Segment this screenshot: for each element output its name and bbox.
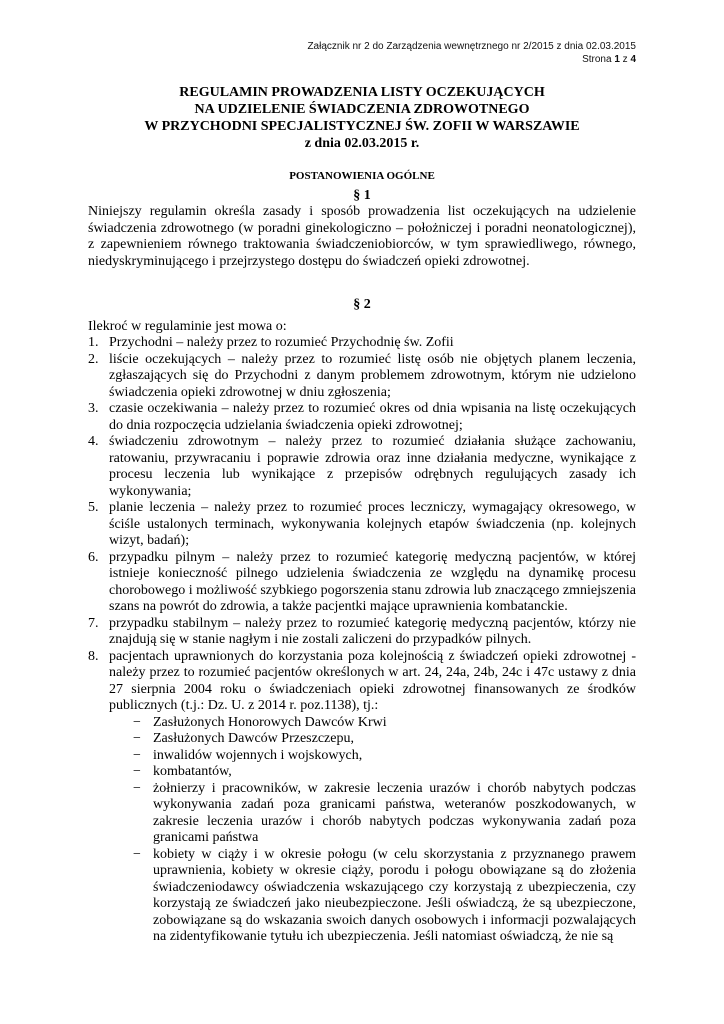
page-current: 1	[614, 54, 620, 65]
sub-list-item-text: żołnierzy i pracowników, w zakresie leczenia urazów i chorób nabytych podczas wykonywania zadań poza granicami państwa, weteranów poszkodowanych, w zakresie leczenia urazów i chorób nabytych podczas wykonywania zadań poza granicami państwa	[153, 780, 636, 845]
page-total: 4	[630, 54, 636, 65]
document-title	[88, 84, 636, 152]
dash-bullet: −	[133, 846, 141, 862]
sub-list-item	[133, 731, 636, 748]
title-line-2: NA UDZIELENIE ŚWIADCZENIA ZDROWOTNEGO	[194, 102, 530, 117]
list-item-number: 7.	[88, 615, 99, 631]
list-item-number: 3.	[88, 401, 99, 416]
paragraph-1-symbol: § 1	[353, 187, 371, 203]
page-of: z	[622, 54, 628, 65]
dash-bullet: −	[133, 731, 141, 746]
list-item	[88, 550, 636, 616]
sub-list-item-text: kobiety w ciąży i w okresie połogu (w celu skorzystania z przyznanego prawem uprawnienia, kobiety w okresie ciąży, porodu i połogu obowiązane są do złożenia świadczeniodawcy oświadczenia wskazującego czy korzystają z ubezpieczenia, czy korzystają ze świadczeń jako nieubezpieczone. Jeśli oświadczą, że są ubezpieczone, zobowiązane są do wskazania swoich danych osobowych i informacji pozwalających na zidentyfikowanie tytułu ich ubezpieczenia. Jeśli natomiast oświadczą, że nie są	[153, 846, 636, 944]
list-item-number: 2.	[88, 351, 99, 367]
list-item-text: przypadku pilnym – należy przez to rozumieć kategorię medyczną pacjentów, w której istnieje konieczność pilnego udzielenia świadczenia ze względu na dynamikę procesu chorobowego i możliwość szybkiego pogorszenia stanu zdrowia lub znaczącego zmniejszenia szans na powrót do zdrowia, a także pacjentki mające uprawnienia kombatanckie.	[109, 549, 636, 614]
dash-bullet: −	[133, 780, 141, 796]
sub-list-item	[133, 748, 636, 765]
page-word: Strona	[582, 54, 612, 65]
attachment-note: Załącznik nr 2 do Zarządzenia wewnętrznego nr 2/2015 z dnia 02.03.2015	[307, 41, 636, 52]
list-item-text: planie leczenia – należy przez to rozumieć proces leczniczy, wymagający okresowego, w ściśle ustalonych terminach, wykonywania kolejnych etapów świadczenia (np. kolejnych wizyt, badań);	[109, 500, 636, 548]
list-item	[88, 434, 636, 500]
list-item-number: 4.	[88, 434, 99, 449]
title-date: z dnia 02.03.2015 r.	[304, 136, 420, 151]
general-provisions	[88, 168, 636, 270]
sub-list-item-text: Zasłużonych Honorowych Dawców Krwi	[153, 714, 387, 730]
list-item	[88, 616, 636, 649]
list-item	[88, 352, 636, 402]
list-item	[88, 401, 636, 434]
entitled-patients-list	[109, 715, 636, 946]
sub-list-item-text: inwalidów wojennych i wojskowych,	[153, 747, 363, 763]
paragraph-1-text: Niniejszy regulamin określa zasady i sposób prowadzenia list oczekujących na udzielenie świadczenia zdrowotnego (w poradni ginekologiczno – położniczej i poradni neonatologicznej), z zapewnieniem równego traktowania świadczeniobiorców, w tym sprawiedliwego, równego, niedyskryminującego i przejrzystego dostępu do świadczeń opieki zdrowotnej.	[88, 204, 636, 269]
list-item-text: liście oczekujących – należy przez to rozumieć listę osób nie objętych planem leczenia, zgłaszających się do Przychodni z danym problemem zdrowotnym, którym nie udzielono świadczenia opieki zdrowotnej w dniu zgłoszenia;	[109, 351, 636, 400]
definitions-section	[88, 297, 636, 946]
list-item	[88, 649, 636, 946]
list-item-text: czasie oczekiwania – należy przez to rozumieć okres od dnia wpisania na listę oczekujących do dnia rozpoczęcia udzielania świadczenia opieki zdrowotnej;	[109, 401, 636, 433]
title-line-3: W PRZYCHODNI SPECJALISTYCZNEJ ŚW. ZOFII W WARSZAWIE	[144, 119, 580, 134]
list-item-text: pacjentach uprawnionych do korzystania poza kolejnością z świadczeń opieki zdrowotnej - należy przez to rozumieć pacjentów określonych w art. 24, 24a, 24b, 24c i 47c ustawy z dnia 27 sierpnia 2004 roku o świadczeniach opieki zdrowotnej finansowanych ze środków publicznych (t.j.: Dz. U. z 2014 r. poz.1138), tj.:	[109, 648, 636, 713]
sub-list-item	[133, 715, 636, 732]
dash-bullet: −	[133, 747, 141, 763]
list-item-text: świadczeniu zdrowotnym – należy przez to rozumieć działania służące zachowaniu, ratowaniu, przywracaniu i poprawie zdrowia oraz inne działania medyczne, wynikające z procesu leczenia lub wynikające z przepisów odrębnych regulujących zasady ich wykonywania;	[109, 434, 636, 499]
list-item-number: 6.	[88, 549, 99, 565]
general-provisions-heading: POSTANOWIENIA OGÓLNE	[289, 170, 435, 182]
sub-list-item	[133, 764, 636, 781]
dash-bullet: −	[133, 714, 141, 730]
list-item-number: 5.	[88, 500, 99, 515]
list-item-text: Przychodni – należy przez to rozumieć Przychodnię św. Zofii	[109, 335, 454, 350]
sub-list-item-text: kombatantów,	[153, 764, 232, 779]
dash-bullet: −	[133, 764, 141, 779]
list-item-number: 8.	[88, 648, 99, 664]
page-indicator	[307, 53, 636, 66]
definitions-list	[88, 335, 636, 946]
sub-list-item	[133, 781, 636, 847]
sub-list-item	[133, 847, 636, 946]
definitions-intro: Ilekroć w regulaminie jest mowa o:	[88, 318, 287, 334]
paragraph-2-symbol: § 2	[353, 297, 371, 312]
title-line-1: REGULAMIN PROWADZENIA LISTY OCZEKUJĄCYCH	[179, 85, 545, 100]
list-item	[88, 335, 636, 352]
sub-list-item-text: Zasłużonych Dawców Przeszczepu,	[153, 731, 354, 746]
list-item-text: przypadku stabilnym – należy przez to rozumieć kategorię medyczną pacjentów, którzy nie znajdują się w stanie nagłym i nie zostali zaliczeni do przypadków pilnych.	[109, 615, 636, 647]
list-item-number: 1.	[88, 335, 99, 350]
document-header	[307, 40, 636, 66]
list-item	[88, 500, 636, 550]
